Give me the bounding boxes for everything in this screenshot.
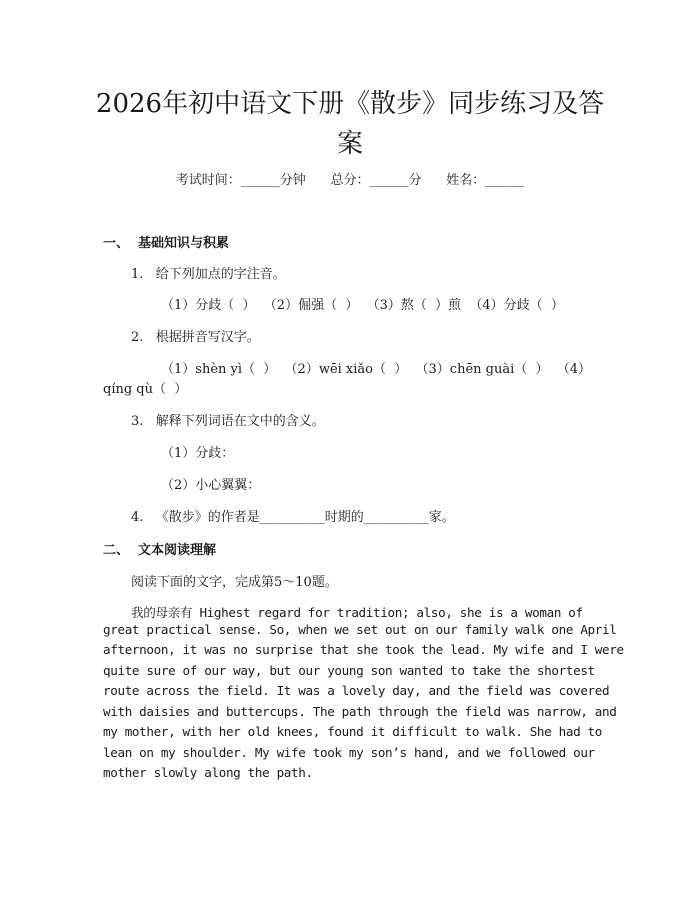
passage-line: my mother, with her old knees, found it difficult to walk. She had to — [103, 724, 603, 739]
passage-line: afternoon, it was no surprise that she took the lead. My wife and I were — [103, 642, 624, 657]
question-2-items-line2: qíng qù（ ） — [103, 382, 188, 397]
reading-instruction: 阅读下面的文字，完成第5～10题。 — [131, 575, 338, 590]
question-4-prompt: 4. 《散步》的作者是__________时期的__________家。 — [131, 510, 455, 525]
passage-line: with daisies and buttercups. The path through the field was narrow, and — [103, 704, 617, 719]
question-1-items: （1）分歧（ ） （2）倔强（ ） （3）熬（ ）煎 （4）分歧（ ） — [161, 298, 564, 313]
section-heading-reading: 二、 文本阅读理解 — [103, 543, 217, 558]
question-2-prompt: 2. 根据拼音写汉字。 — [131, 330, 260, 345]
passage-line: great practical sense. So, when we set out on our family walk one April — [103, 622, 617, 637]
exam-info-line: 考试时间：______分钟 总分：______分 姓名：______ — [175, 173, 525, 188]
passage-line: quite sure of our way, but our young son wanted to take the shortest — [103, 663, 595, 678]
document-title: 2026年初中语文下册《散步》同步练习及答案 — [95, 89, 605, 159]
question-1-prompt: 1. 给下列加点的字注音。 — [131, 267, 286, 282]
section-heading-basics: 一、 基础知识与积累 — [103, 236, 230, 251]
question-3-prompt: 3. 解释下列词语在文中的含义。 — [131, 414, 325, 429]
question-3-item-2: （2）小心翼翼： — [161, 478, 261, 493]
question-2-items-line1: （1）shèn yì（ ） （2）wēi xiǎo（ ） （3）chēn guài（ ） （4） — [161, 362, 592, 377]
passage-line: route across the field. It was a lovely day, and the field was covered — [103, 683, 610, 698]
question-3-item-1: （1）分歧： — [161, 446, 235, 461]
passage-line: 我的母亲有 Highest regard for tradition; also, she is a woman of — [131, 605, 583, 620]
passage-line: lean on my shoulder. My wife took my son’s hand, and we followed our — [103, 745, 595, 760]
passage-line: mother slowly along the path. — [103, 765, 313, 780]
